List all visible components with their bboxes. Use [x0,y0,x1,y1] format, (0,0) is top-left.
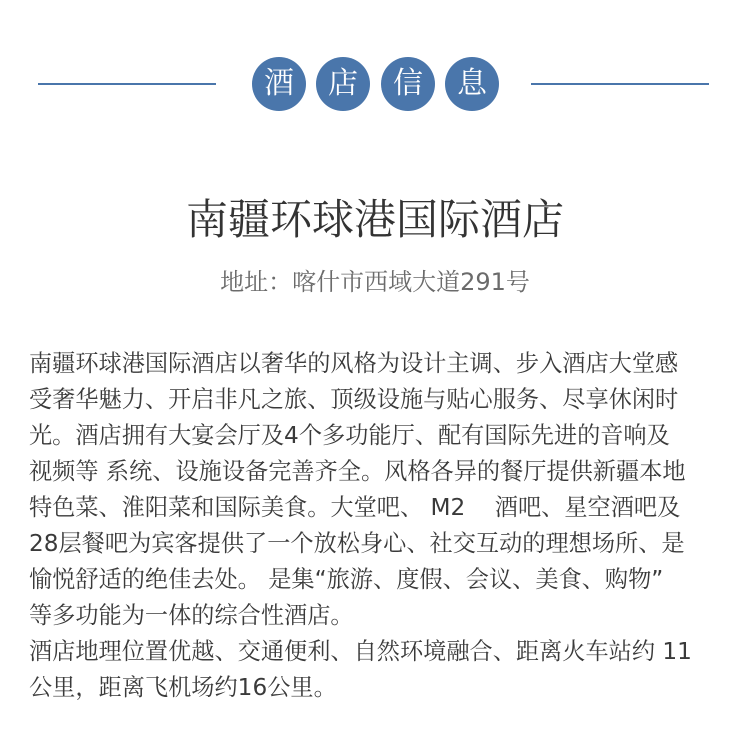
hotel-description [29,346,723,706]
section-title-char: 信 [381,57,435,111]
description-line: 等多功能为一体的综合性酒店。 [29,602,354,629]
description-line: 愉悦舒适的绝佳去处。 是集“旅游、度假、会议、美食、购物” [29,566,664,593]
description-line: 公里，距离飞机场约16公里。 [29,674,337,701]
hotel-name: 南疆环球港国际酒店 [185,195,564,244]
section-title-char: 息 [445,57,499,111]
header-divider-left [38,83,216,85]
section-title-char: 店 [316,57,370,111]
description-line: 光。酒店拥有大宴会厅及4个多功能厅、配有国际先进的音响及 [29,422,670,449]
description-line: 28层餐吧为宾客提供了一个放松身心、社交互动的理想场所、是 [29,530,685,557]
section-header [0,56,750,112]
section-title-badges [252,56,499,112]
description-line: 特色菜、淮阳菜和国际美食。大堂吧、 M2 酒吧、星空酒吧及 [29,494,681,521]
description-line: 受奢华魅力、开启非凡之旅、顶级设施与贴心服务、尽享休闲时 [29,386,679,413]
description-line: 南疆环球港国际酒店以奢华的风格为设计主调、步入酒店大堂感 [29,350,679,377]
description-line: 酒店地理位置优越、交通便利、自然环境融合、距离火车站约 11 [29,638,692,665]
description-line: 视频等 系统、设施设备完善齐全。风格各异的餐厅提供新疆本地 [29,458,686,485]
section-title-char: 酒 [252,57,306,111]
header-divider-right [531,83,709,85]
hotel-address: 地址：喀什市西域大道291号 [220,268,530,296]
